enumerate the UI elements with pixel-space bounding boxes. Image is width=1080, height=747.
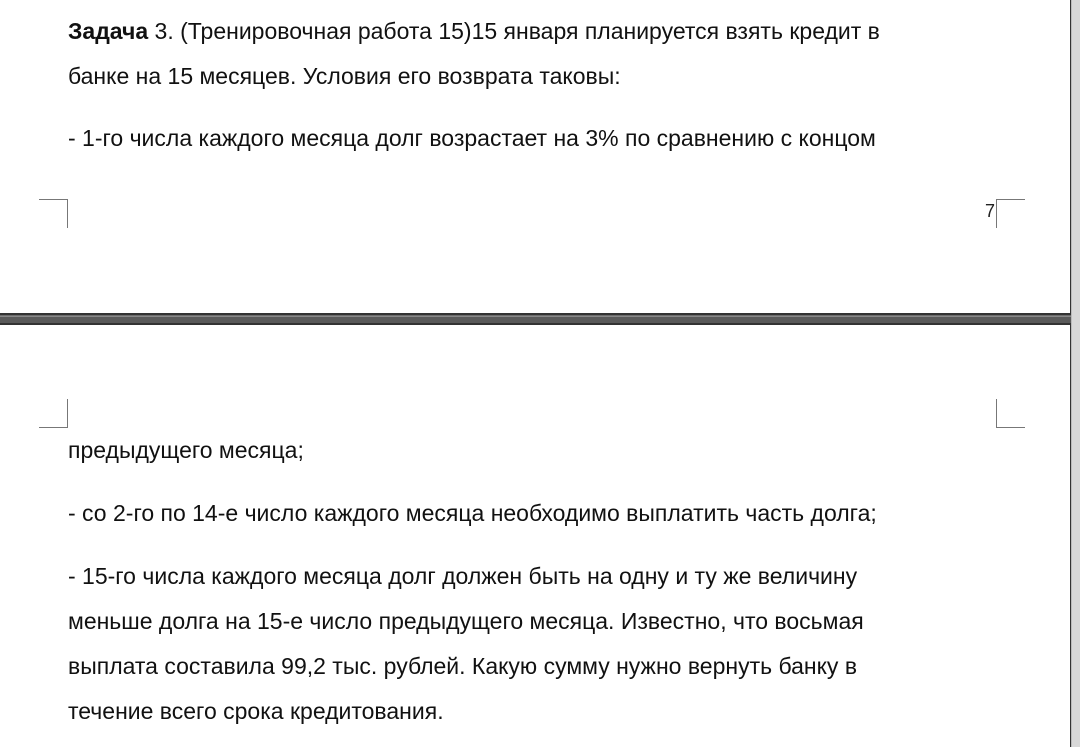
margin-corner-top-left — [39, 399, 68, 428]
paragraph-line: предыдущего месяца; — [68, 437, 304, 463]
task-heading-text: 3. (Тренировочная работа 15)15 января планируется взять кредит в — [148, 18, 880, 44]
paragraph-line: меньше долга на 15-е число предыдущего месяца. Известно, что восьмая — [68, 608, 864, 634]
margin-corner-bottom-left — [39, 199, 68, 228]
margin-corner-top-right — [996, 399, 1025, 428]
margin-corner-bottom-right — [996, 199, 1025, 228]
paragraph-line: выплата составила 99,2 тыс. рублей. Какую сумму нужно вернуть банку в — [68, 653, 858, 679]
paragraph-line: банке на 15 месяцев. Условия его возврата таковы: — [68, 63, 621, 89]
paragraph-line: течение всего срока кредитования. — [68, 698, 444, 724]
condition-line-2: - со 2-го по 14-е число каждого месяца необходимо выплатить часть долга; — [68, 500, 877, 526]
scrollbar-track[interactable] — [1071, 0, 1080, 747]
document-page-1 — [0, 0, 1072, 315]
task-label: Задача — [68, 18, 149, 44]
task-heading-line — [68, 17, 880, 45]
condition-line-1: - 1-го числа каждого месяца долг возрастает на 3% по сравнению с концом — [68, 125, 876, 151]
document-page-2 — [0, 323, 1072, 747]
condition-line-3: - 15-го числа каждого месяца долг должен быть на одну и ту же величину — [68, 563, 858, 589]
page-number: 7 — [985, 201, 996, 221]
